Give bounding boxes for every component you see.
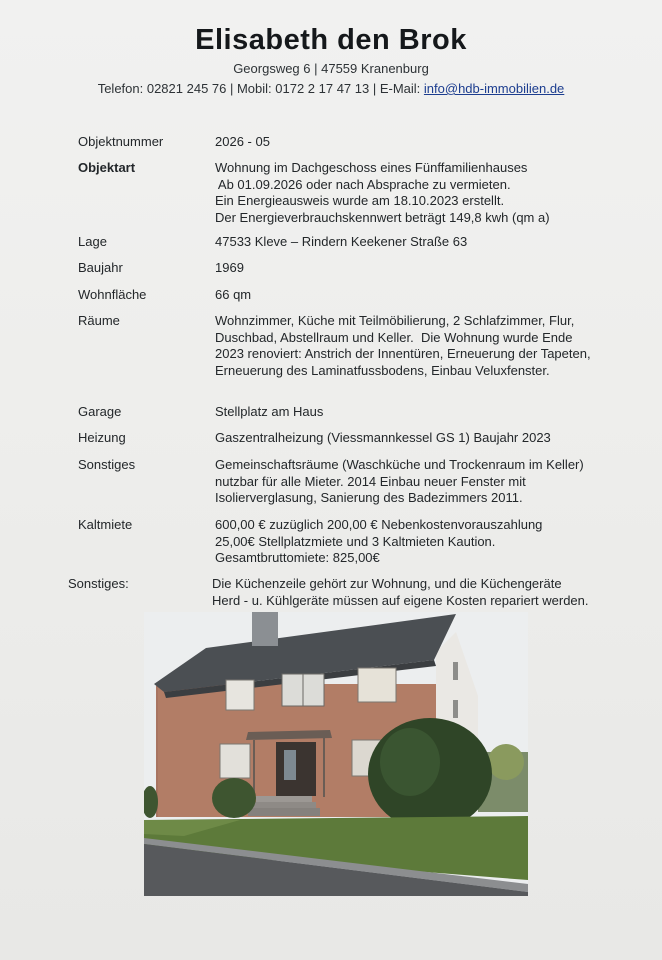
value-objektnummer: 2026 - 05: [215, 134, 270, 149]
value-sonstiges: [215, 457, 635, 507]
value-sonstiges-kueche: [212, 576, 642, 609]
letterhead: [0, 22, 662, 98]
label-wohnflaeche: Wohnfläche: [78, 287, 147, 302]
agent-address: Georgsweg 6 | 47559 Kranenburg: [233, 61, 429, 76]
kueche-line: Die Küchenzeile gehört zur Wohnung, und die Küchengeräte: [212, 576, 562, 591]
value-heizung: Gaszentralheizung (Viessmannkessel GS 1) Baujahr 2023: [215, 430, 551, 445]
label-objektart: Objektart: [78, 160, 136, 175]
label-sonstiges: Sonstiges: [78, 457, 136, 472]
agent-contact: [0, 80, 662, 98]
objektart-line: Ein Energieausweis wurde am 18.10.2023 erstellt.: [215, 193, 505, 208]
raeume-line: Duschbad, Abstellraum und Keller. Die Wohnung wurde Ende: [215, 329, 573, 345]
objektart-line: Wohnung im Dachgeschoss eines Fünffamilienhauses: [215, 160, 528, 175]
value-garage: Stellplatz am Haus: [215, 404, 324, 419]
email-link[interactable]: info@hdb-immobilien.de: [423, 81, 565, 96]
value-raeume: [215, 313, 635, 379]
kueche-line: Herd - u. Kühlgeräte müssen auf eigene Kosten repariert werden.: [212, 592, 589, 608]
label-lage: Lage: [78, 234, 107, 249]
agent-name: Elisabeth den Brok: [195, 24, 467, 56]
raeume-line: 2023 renoviert: Anstrich der Innentüren, Erneuerung der Tapeten,: [215, 346, 591, 361]
label-garage: Garage: [78, 404, 122, 419]
sonstiges-line: nutzbar für alle Mieter. 2014 Einbau neuer Fenster mit: [215, 473, 526, 489]
value-wohnflaeche: 66 qm: [215, 287, 252, 302]
kaltmiete-line: 25,00€ Stellplatzmiete und 3 Kaltmieten Kaution.: [215, 533, 496, 549]
raeume-line: Erneuerung des Laminatfussbodens, Einbau Veluxfenster.: [215, 362, 550, 378]
kaltmiete-line: Gesamtbruttomiete: 825,00€: [215, 550, 380, 565]
house-photo: [144, 612, 528, 896]
value-baujahr: 1969: [215, 260, 244, 275]
sonstiges-line: Gemeinschaftsräume (Waschküche und Trockenraum im Keller): [215, 457, 584, 472]
contact-phones: Telefon: 02821 245 76 | Mobil: 0172 2 17 47 13 | E-Mail:: [97, 81, 424, 96]
label-sonstiges-kueche: Sonstiges:: [68, 576, 129, 591]
label-heizung: Heizung: [78, 430, 126, 445]
raeume-line: Wohnzimmer, Küche mit Teilmöbilierung, 2 Schlafzimmer, Flur,: [215, 313, 575, 328]
objektart-line: Der Energieverbrauchskennwert beträgt 149,8 kwh (qm a): [215, 209, 550, 225]
sonstiges-line: Isolierverglasung, Sanierung des Badezimmers 2011.: [215, 490, 523, 505]
label-baujahr: Baujahr: [78, 260, 123, 275]
value-objektart: [215, 160, 635, 226]
kaltmiete-line: 600,00 € zuzüglich 200,00 € Nebenkostenvorauszahlung: [215, 517, 543, 532]
label-kaltmiete: Kaltmiete: [78, 517, 133, 532]
value-kaltmiete: [215, 517, 635, 567]
value-lage: 47533 Kleve – Rindern Keekener Straße 63: [215, 234, 468, 249]
label-raeume: Räume: [78, 313, 120, 328]
label-objektnummer: Objektnummer: [78, 134, 164, 149]
objektart-line: Ab 01.09.2026 oder nach Absprache zu vermieten.: [215, 176, 511, 192]
